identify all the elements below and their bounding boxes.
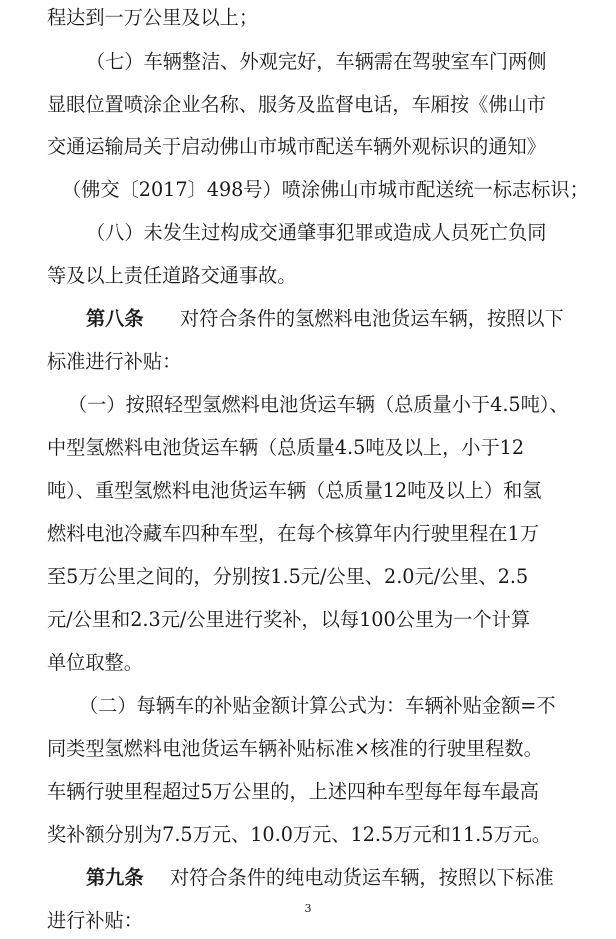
- text-line: 至5万公里之间的，分别按1.5元/公里、2.0元/公里、2.5: [47, 565, 529, 588]
- text-line: （佛交〔2017〕498号）喷涂佛山市城市配送统一标志标识；: [62, 178, 589, 201]
- text-line: 对符合条件的纯电动货运车辆，按照以下标准: [170, 866, 554, 889]
- text-line: 交通运输局关于启动佛山市城市配送车辆外观标识的通知》: [47, 135, 546, 158]
- article-heading: 第九条: [86, 866, 144, 889]
- text-line: 元/公里和2.3元/公里进行奖补，以每100公里为一个计算: [47, 608, 531, 631]
- text-line: 吨）、重型氢燃料电池货运车辆（总质量12吨及以上）和氢: [47, 479, 542, 502]
- text-line: （七）车辆整洁、外观完好，车辆需在驾驶室车门两侧: [86, 50, 547, 73]
- text-line: 燃料电池冷藏车四种车型，在每个核算年内行驶里程在1万: [47, 522, 539, 545]
- text-line: 车辆行驶里程超过5万公里的，上述四种车型每年每车最高: [47, 780, 539, 803]
- text-line: 对符合条件的氢燃料电池货运车辆，按照以下: [180, 307, 564, 330]
- text-line: 单位取整。: [47, 651, 143, 674]
- text-line: 程达到一万公里及以上；: [47, 6, 259, 29]
- text-line: 中型氢燃料电池货运车辆（总质量4.5吨及以上，小于12: [47, 436, 525, 459]
- text-line: （一）按照轻型氢燃料电池货运车辆（总质量小于4.5吨）、: [68, 393, 569, 416]
- text-line: 标准进行补贴：: [47, 350, 182, 373]
- article-heading: 第八条: [86, 307, 144, 330]
- text-line: 进行补贴：: [47, 909, 143, 932]
- text-line: 同类型氢燃料电池货运车辆补贴标准×核准的行驶里程数。: [47, 737, 543, 760]
- text-line: 奖补额分别为7.5万元、10.0万元、12.5万元和11.5万元。: [47, 823, 552, 846]
- text-line: （二）每辆车的补贴金额计算公式为：车辆补贴金额=不: [79, 694, 556, 717]
- text-line: 显眼位置喷涂企业名称、服务及监督电话，车厢按《佛山市: [47, 93, 546, 116]
- text-line: 等及以上责任道路交通事故。: [47, 264, 297, 287]
- page-number: 3: [304, 902, 312, 915]
- text-line: （八）未发生过构成交通肇事犯罪或造成人员死亡负同: [86, 221, 547, 244]
